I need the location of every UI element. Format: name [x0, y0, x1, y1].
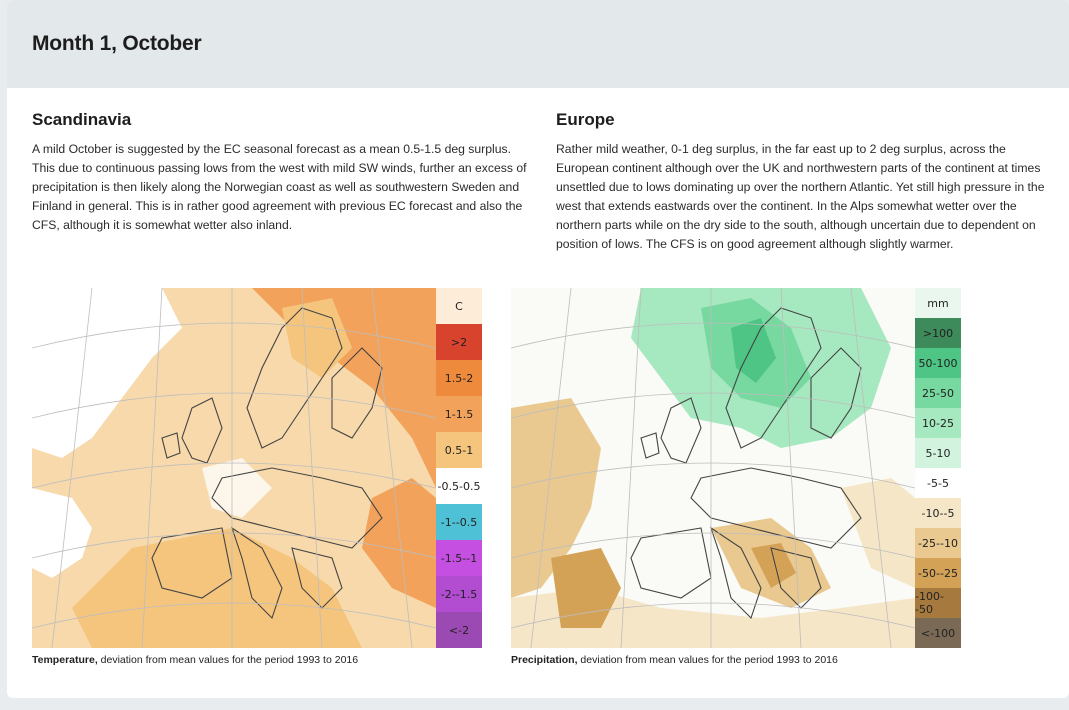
scandinavia-section — [32, 110, 532, 235]
temperature-legend-item: -0.5-0.5 — [436, 468, 482, 504]
precipitation-map — [511, 288, 961, 648]
precipitation-legend-unit: mm — [915, 288, 961, 318]
temperature-legend-item: 0.5-1 — [436, 432, 482, 468]
scandinavia-heading: Scandinavia — [32, 110, 132, 129]
card-header — [7, 0, 1069, 88]
page-title: Month 1, October — [32, 32, 202, 55]
precipitation-caption-bold: Precipitation, — [511, 654, 578, 666]
europe-heading: Europe — [556, 110, 615, 129]
temperature-caption — [32, 654, 358, 666]
precipitation-legend-item: -50--25 — [915, 558, 961, 588]
precipitation-legend-item: -25--10 — [915, 528, 961, 558]
precipitation-legend-item: 10-25 — [915, 408, 961, 438]
precipitation-legend — [915, 288, 961, 648]
precipitation-legend-item: >100 — [915, 318, 961, 348]
precipitation-legend-item: -5-5 — [915, 468, 961, 498]
temperature-legend-item: >2 — [436, 324, 482, 360]
temperature-map — [32, 288, 482, 648]
temperature-caption-text: deviation from mean values for the period 1993 to 2016 — [97, 654, 359, 666]
precipitation-legend-item: -10--5 — [915, 498, 961, 528]
precipitation-caption — [511, 654, 838, 666]
precipitation-legend-item: -100--50 — [915, 588, 961, 618]
forecast-card — [7, 0, 1069, 698]
temperature-legend-item: -1.5--1 — [436, 540, 482, 576]
temperature-legend-item: 1.5-2 — [436, 360, 482, 396]
temperature-legend-item: <-2 — [436, 612, 482, 648]
temperature-map-image — [32, 288, 436, 648]
temperature-caption-bold: Temperature, — [32, 654, 98, 666]
precipitation-legend-item: <-100 — [915, 618, 961, 648]
temperature-legend — [436, 288, 482, 648]
europe-section — [556, 110, 1056, 254]
europe-text: Rather mild weather, 0-1 deg surplus, in the far east up to 2 deg surplus, across the European continent although over the UK and northwestern parts of the continent at times unsettled due to lows dominating up over the northern Atlantic. Yet still high pressure in the west that extends eastwards over the continent. In the Alps somewhat wetter over the northern parts while on the dry side to the south, although uncertain due to dependent on position of lows. The CFS is on good agreement although slightly warmer. — [556, 142, 1045, 251]
temperature-legend-item: 1-1.5 — [436, 396, 482, 432]
scandinavia-text: A mild October is suggested by the EC seasonal forecast as a mean 0.5-1.5 deg surplus. This due to continuous passing lows from the west with mild SW winds, further an excess of precipitation is then likely along the Norwegian coast as well as southwestern Sweden and Finland in general. This is in rather good agreement with previous EC forecast and also the CFS, although it is somewhat wetter also inland. — [32, 142, 527, 232]
temperature-legend-item: -2--1.5 — [436, 576, 482, 612]
temperature-legend-unit: C — [436, 288, 482, 324]
precipitation-legend-item: 5-10 — [915, 438, 961, 468]
temperature-legend-item: -1--0.5 — [436, 504, 482, 540]
precipitation-legend-item: 25-50 — [915, 378, 961, 408]
precipitation-legend-item: 50-100 — [915, 348, 961, 378]
precipitation-map-image — [511, 288, 915, 648]
precipitation-caption-text: deviation from mean values for the period 1993 to 2016 — [577, 654, 838, 666]
